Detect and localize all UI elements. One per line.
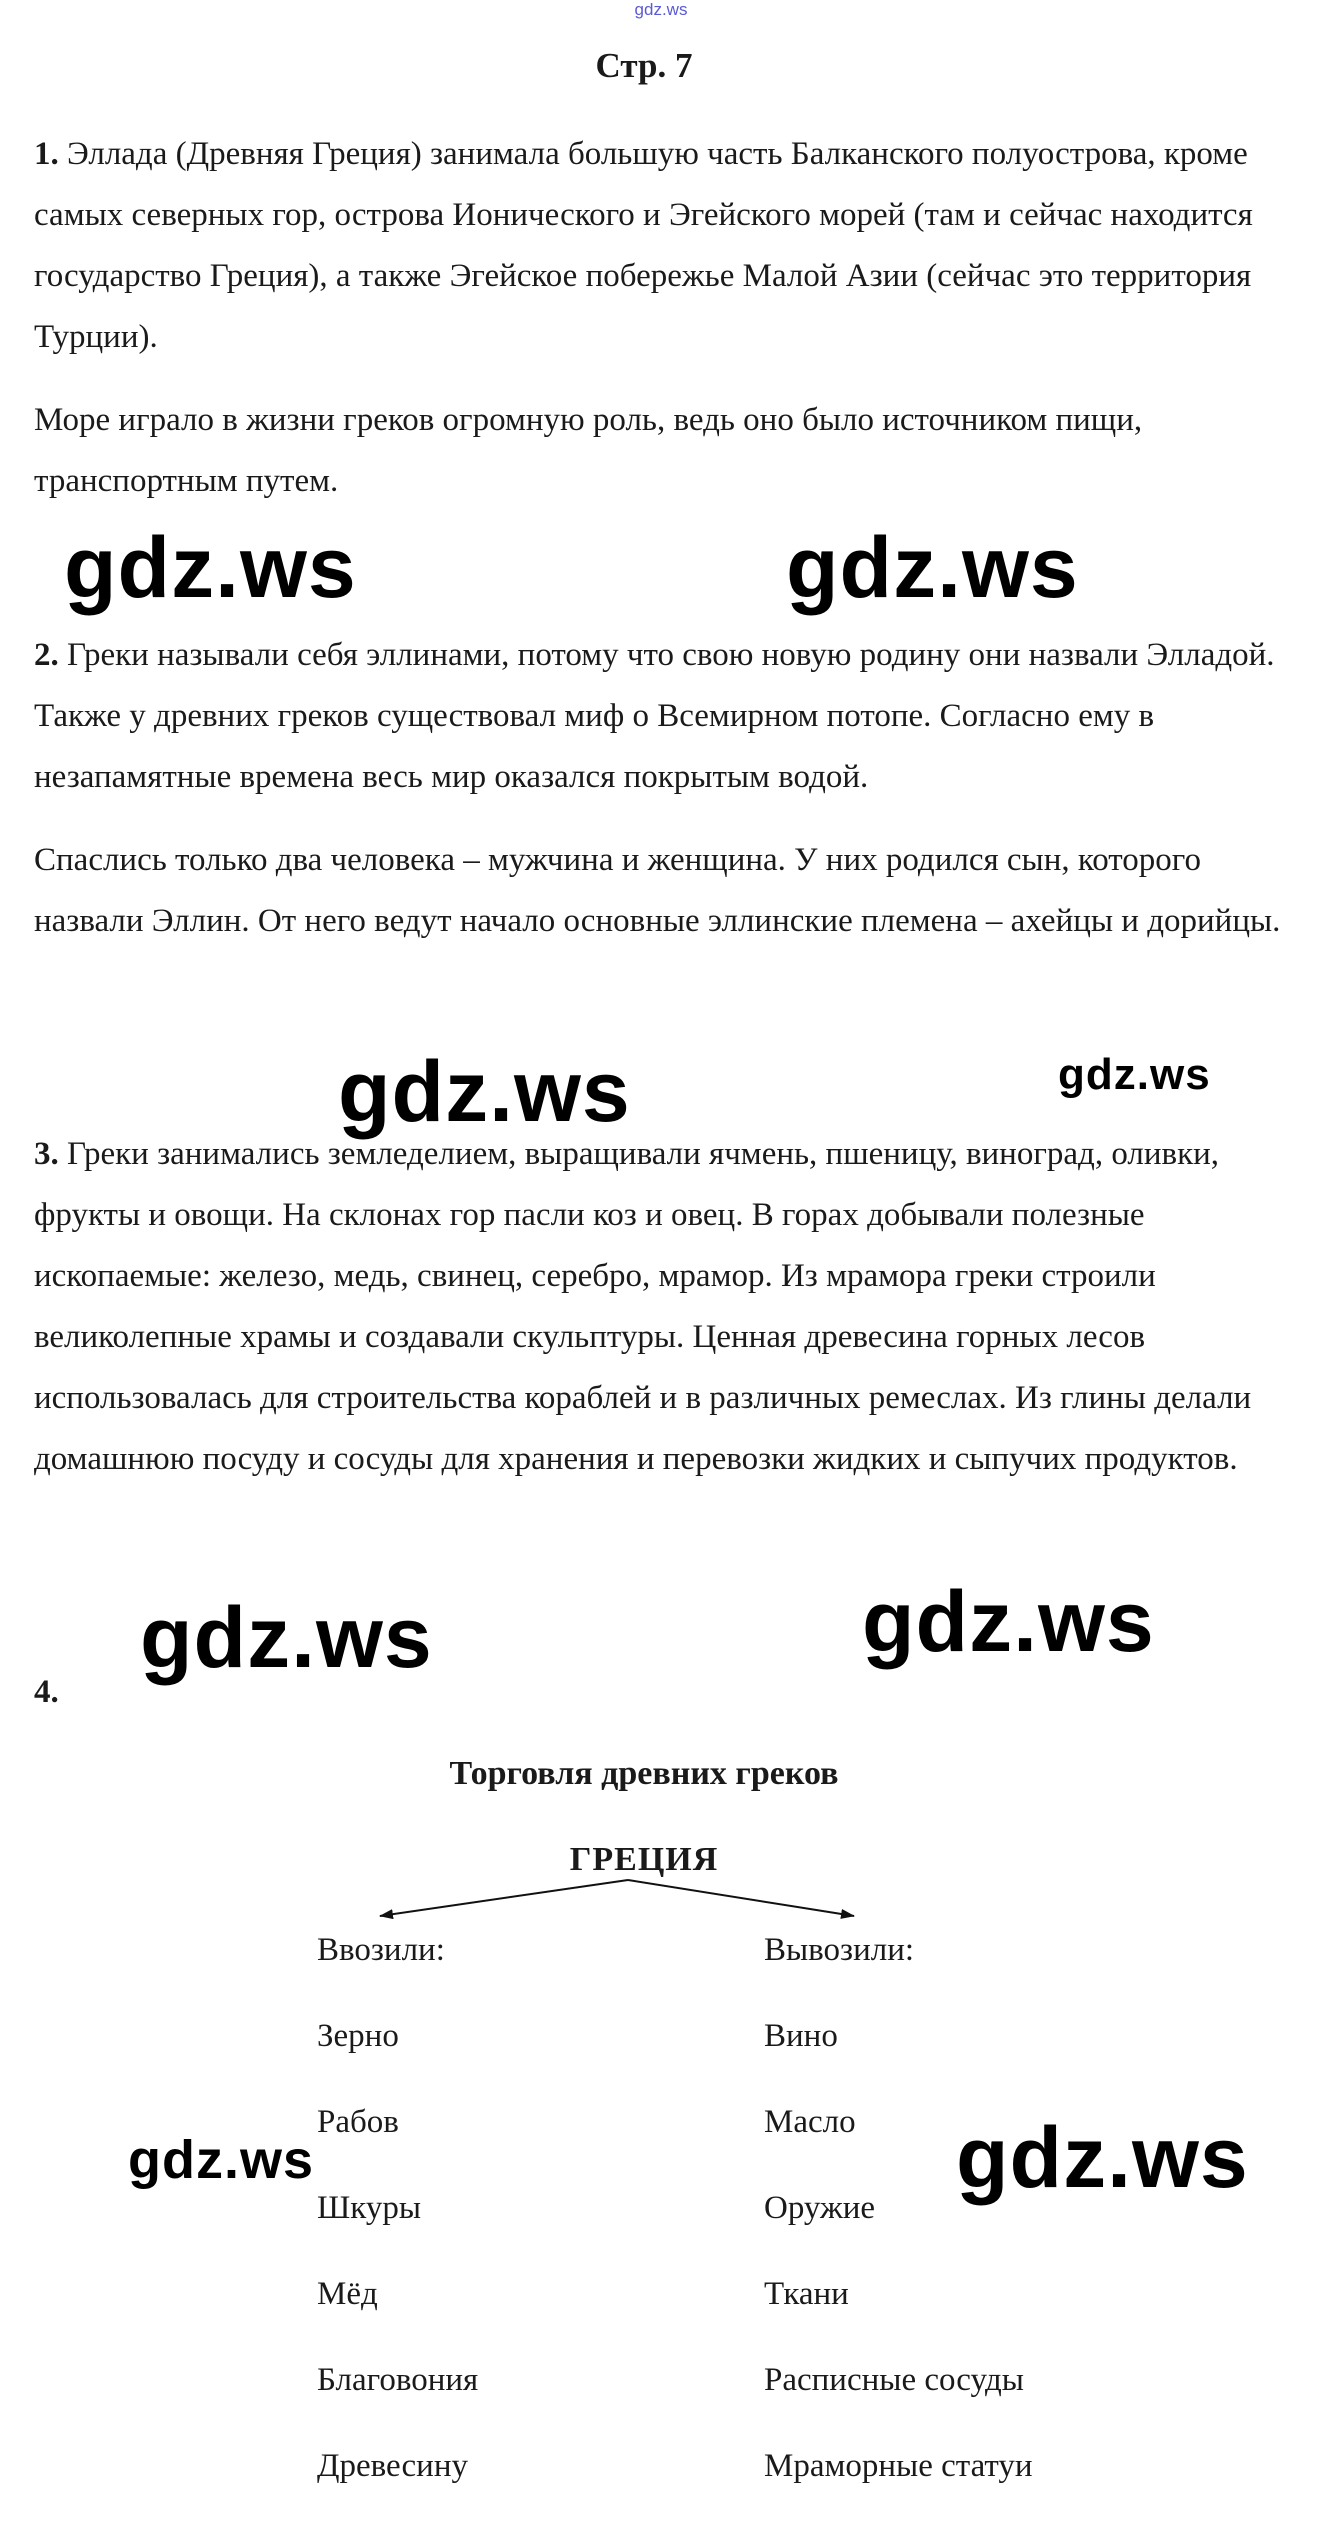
import-item: Благовония	[317, 2362, 479, 2398]
export-item: Вино	[764, 2018, 838, 2054]
top-watermark: gdz.ws	[634, 0, 688, 19]
section-3-text-1: Греки занимались земледелием, выращивали ячмень, пшеницу, виноград, оливки, фрукты и овощи. На склонах гор пасли коз и овец. В горах добывали полезные ископаемые: железо, медь, свинец, серебро, мрамор. Из мрамора греки строили великолепные храмы и создавали скульптуры. Ценная древесина горных лесов использовалась для строительства кораблей и в различных ремеслах. Из глины делали домашнюю посуду и сосуды для хранения и перевозки жидких и сыпучих продуктов.	[34, 1136, 1252, 1477]
import-item: Зерно	[317, 2018, 399, 2054]
section-1-paragraph-2	[34, 390, 1294, 512]
import-item: Мёд	[317, 2276, 378, 2312]
arrow-to-imports	[380, 1880, 628, 1916]
diagram-root: ГРЕЦИЯ	[569, 1841, 719, 1878]
arrow-to-exports	[628, 1880, 854, 1916]
section-2-number: 2.	[34, 637, 59, 673]
diagram-arrows	[360, 1870, 880, 1930]
import-item: Древесину	[317, 2448, 468, 2484]
export-item: Масло	[764, 2104, 856, 2140]
imports-label: Ввозили:	[317, 1932, 445, 1968]
section-2-paragraph-1	[34, 625, 1294, 808]
section-4-number: 4.	[34, 1674, 59, 1710]
section-2-text-2: Спаслись только два человека – мужчина и женщина. У них родился сын, которого назвали Эллин. От него ведут начало основные эллинские племена – ахейцы и дорийцы.	[34, 842, 1281, 939]
watermark-logo: gdz.ws	[64, 520, 357, 616]
section-3-number: 3.	[34, 1136, 59, 1172]
watermark-logo: gdz.ws	[786, 520, 1079, 616]
section-1-text-1: Эллада (Древняя Греция) занимала большую часть Балканского полуострова, кроме самых северных гор, острова Ионического и Эгейского морей (там и сейчас находится государство Греция), а также Эгейское побережье Малой Азии (сейчас это территория Турции).	[34, 136, 1253, 355]
watermark-logo: gdz.ws	[140, 1590, 433, 1686]
watermark-logo: gdz.ws	[862, 1574, 1155, 1670]
import-item: Рабов	[317, 2104, 399, 2140]
watermark-logo: gdz.ws	[338, 1044, 631, 1140]
section-1-number: 1.	[34, 136, 59, 172]
exports-label: Вывозили:	[764, 1932, 915, 1968]
section-2-paragraph-2	[34, 830, 1294, 952]
watermark-logo: gdz.ws	[956, 2110, 1249, 2206]
diagram-title: Торговля древних греков	[449, 1755, 839, 1792]
section-3-paragraph-1	[34, 1124, 1294, 1490]
watermark-logo: gdz.ws	[128, 2130, 315, 2190]
import-item: Шкуры	[317, 2190, 422, 2226]
export-item: Расписные сосуды	[764, 2362, 1024, 2398]
watermark-logo: gdz.ws	[1058, 1050, 1211, 1099]
section-2-text-1: Греки называли себя эллинами, потому что свою новую родину они назвали Элладой. Также у древних греков существовал миф о Всемирном потопе. Согласно ему в незапамятные времена весь мир оказался покрытым водой.	[34, 637, 1275, 795]
export-item: Ткани	[764, 2276, 849, 2312]
section-1-text-2: Море играло в жизни греков огромную роль, ведь оно было источником пищи, транспортным путем.	[34, 402, 1143, 499]
page-title: Стр. 7	[595, 46, 693, 85]
section-1-paragraph-1	[34, 124, 1294, 368]
export-item: Оружие	[764, 2190, 876, 2226]
export-item: Мраморные статуи	[764, 2448, 1033, 2484]
